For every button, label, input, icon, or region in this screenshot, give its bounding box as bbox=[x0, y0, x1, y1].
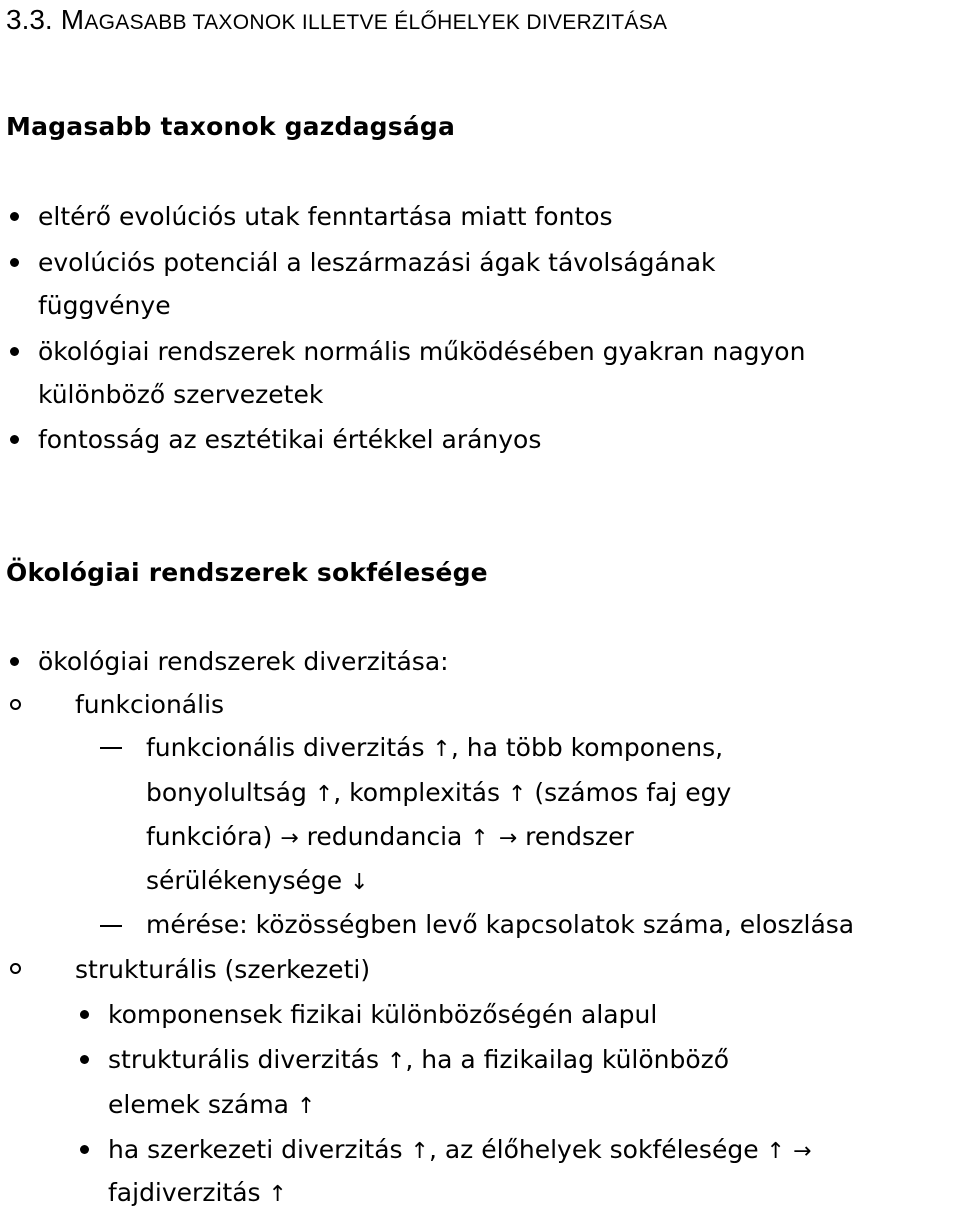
list-item: eltérő evolúciós utak fenntartása miatt fontos bbox=[38, 202, 613, 231]
down-arrow-icon: ↓ bbox=[350, 870, 369, 895]
functional-item-line: sérülékenysége ↓ bbox=[146, 866, 369, 898]
functional-item-line: mérése: közösségben levő kapcsolatok száma, eloszlása bbox=[146, 910, 855, 939]
dash-bullet-icon bbox=[100, 925, 122, 927]
section-number: 3.3. bbox=[6, 4, 53, 35]
structural-item-line: ha szerkezeti diverzitás ↑, az élőhelyek sokfélesége ↑ → bbox=[108, 1135, 811, 1167]
subheading-higher-taxa: Magasabb taxonok gazdagsága bbox=[6, 112, 456, 141]
bullet-dot-icon bbox=[10, 258, 19, 267]
bullet-dot-icon bbox=[80, 1145, 89, 1154]
circle-bullet-icon bbox=[10, 699, 21, 710]
section-heading bbox=[6, 4, 667, 36]
bullet-dot-icon bbox=[80, 1055, 89, 1064]
functional-item-line: funkcionális diverzitás ↑, ha több komponens, bbox=[146, 733, 723, 765]
structural-item-line: fajdiverzitás ↑ bbox=[108, 1178, 287, 1210]
bullet-dot-icon bbox=[10, 435, 19, 444]
list-item: evolúciós potenciál a leszármazási ágak távolságának bbox=[38, 248, 716, 277]
bullet-dot-icon bbox=[10, 347, 19, 356]
right-arrow-icon: → bbox=[498, 826, 518, 851]
bullet-dot-icon bbox=[10, 212, 19, 221]
up-arrow-icon: ↑ bbox=[766, 1139, 785, 1164]
section-title-initial: M bbox=[60, 4, 85, 35]
right-arrow-icon: → bbox=[280, 826, 299, 851]
sublist-label-functional: funkcionális bbox=[75, 690, 225, 719]
up-arrow-icon: ↑ bbox=[268, 1182, 287, 1207]
up-arrow-icon: ↑ bbox=[507, 782, 527, 807]
up-arrow-icon: ↑ bbox=[296, 1094, 316, 1119]
right-arrow-icon: → bbox=[792, 1139, 812, 1164]
structural-item-line: komponensek fizikai különbözőségén alapul bbox=[108, 1000, 658, 1029]
up-arrow-icon: ↑ bbox=[410, 1139, 429, 1164]
circle-bullet-icon bbox=[10, 963, 21, 974]
functional-item-line: funkcióra) → redundancia ↑ → rendszer bbox=[146, 822, 634, 854]
section-title bbox=[61, 5, 668, 35]
list-item: ökológiai rendszerek normális működésében gyakran nagyon bbox=[38, 337, 806, 366]
list-item-continuation: különböző szervezetek bbox=[38, 380, 324, 409]
functional-item-line: bonyolultság ↑, komplexitás ↑ (számos faj egy bbox=[146, 778, 731, 810]
bullet-dot-icon bbox=[80, 1010, 89, 1019]
structural-item-line: strukturális diverzitás ↑, ha a fizikailag különböző bbox=[108, 1045, 729, 1077]
list-item: ökológiai rendszerek diverzitása: bbox=[38, 647, 449, 676]
up-arrow-icon: ↑ bbox=[470, 826, 489, 851]
dash-bullet-icon bbox=[100, 747, 122, 749]
sublist-label-structural: strukturális (szerkezeti) bbox=[75, 955, 371, 984]
subheading-ecosystems: Ökológiai rendszerek sokfélesége bbox=[6, 558, 488, 587]
list-item: fontosság az esztétikai értékkel arányos bbox=[38, 425, 542, 454]
up-arrow-icon: ↑ bbox=[314, 782, 334, 807]
bullet-dot-icon bbox=[10, 657, 19, 666]
up-arrow-icon: ↑ bbox=[386, 1049, 406, 1074]
section-title-rest: AGASABB TAXONOK ILLETVE ÉLŐHELYEK DIVERZITÁSA bbox=[84, 11, 668, 34]
structural-item-line: elemek száma ↑ bbox=[108, 1090, 315, 1122]
up-arrow-icon: ↑ bbox=[432, 737, 451, 762]
list-item-continuation: függvénye bbox=[38, 291, 171, 320]
